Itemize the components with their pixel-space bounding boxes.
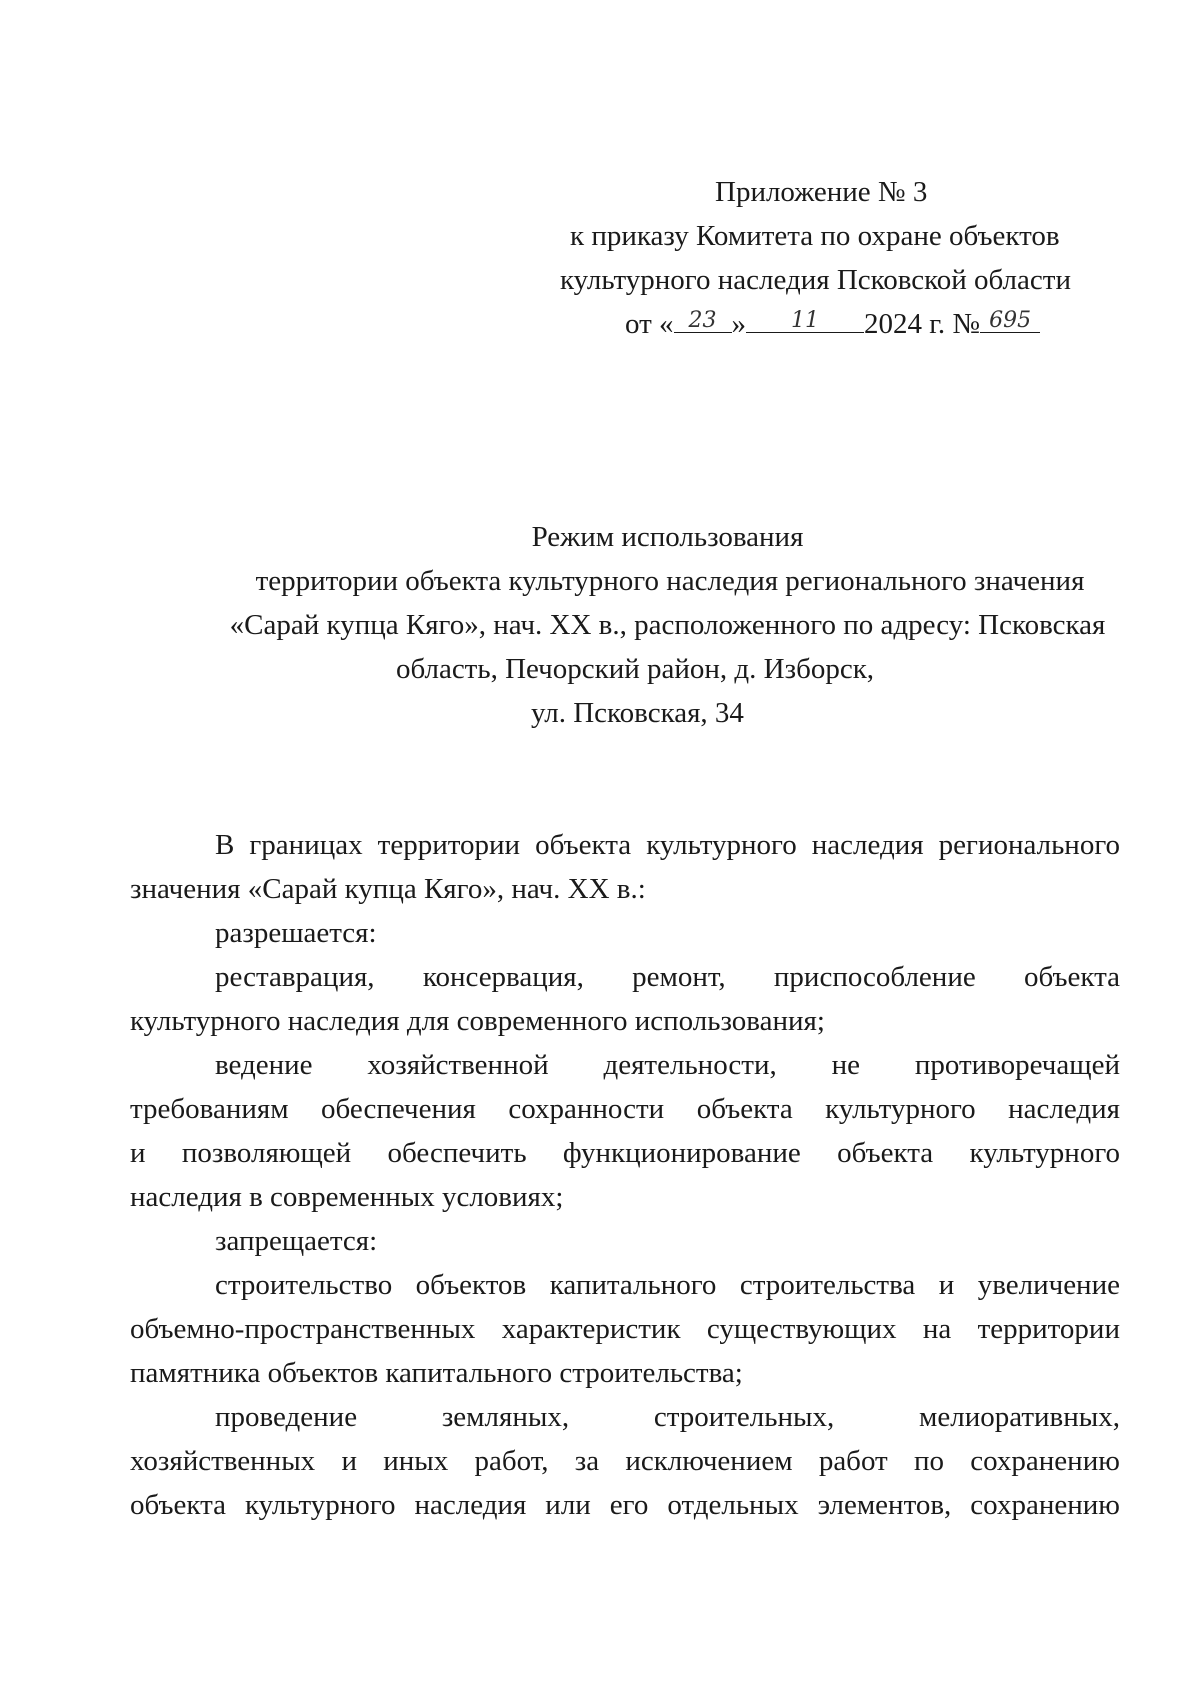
body-line: наследия в современных условиях; [130,1181,564,1213]
word: иных [383,1445,449,1477]
forbidden-heading: запрещается: [215,1225,378,1257]
word: работ, [474,1445,549,1477]
word: объекта [1023,961,1120,993]
word: приспособление [773,961,976,993]
body-line [130,823,1120,867]
word: и [130,1137,146,1169]
body-line [130,1043,1120,1087]
word: земляных, [441,1401,570,1433]
word: работ [818,1445,888,1477]
word: хозяйственной [367,1049,549,1081]
word: отдельных [667,1489,799,1521]
word: наследия [414,1489,527,1521]
word: сохранению [970,1445,1120,1477]
word: наследия [1008,1093,1120,1125]
word: культурного [825,1093,976,1125]
word: и [341,1445,357,1477]
body-line [130,1483,1120,1527]
word: объекта [535,829,632,861]
word: или [545,1489,591,1521]
appendix-authority: культурного наследия Псковской области [560,264,1071,296]
appendix-order-reference: к приказу Комитета по охране объектов [570,220,1060,252]
date-month-field [746,302,864,333]
word: территории [977,1313,1120,1345]
word: увеличение [977,1269,1120,1301]
body-line [130,955,1120,999]
word: наследия [811,829,924,861]
word: обеспечения [321,1093,476,1125]
word: строительство [215,1269,393,1301]
word: сохранению [970,1489,1120,1521]
body-line [130,1307,1120,1351]
word: объемно-пространственных [130,1313,476,1345]
title-line: область, Печорский район, д. Изборск, [395,653,875,685]
title-line: Режим использования [531,521,804,553]
body-line [130,1395,1120,1439]
body-line [130,1263,1120,1307]
appendix-header [560,170,1120,346]
appendix-date-line [560,302,1120,346]
title-line: территории объекта культурного наследия регионального значения [255,565,1085,597]
word: противоречащей [914,1049,1120,1081]
order-number-field [980,302,1040,333]
word: проведение [215,1401,358,1433]
word: позволяющей [181,1137,352,1169]
word: консервация, [422,961,584,993]
word: объекта [130,1489,227,1521]
order-number-handwritten: 695 [989,308,1032,333]
word: исключением [625,1445,793,1477]
word: В [215,829,235,861]
allowed-heading: разрешается: [215,917,377,949]
word: элементов, [817,1489,952,1521]
date-prefix: от « [625,308,674,340]
word: мелиоративных, [919,1401,1120,1433]
word: функционирование [562,1137,801,1169]
word: требованиям [130,1093,289,1125]
word: объекта [837,1137,934,1169]
body-line [130,1087,1120,1131]
word: его [609,1489,649,1521]
date-mid: » [731,308,747,340]
word: культурного [646,829,797,861]
word: территории [377,829,521,861]
word: границах [249,829,363,861]
word: хозяйственных [130,1445,316,1477]
word: на [922,1313,952,1345]
appendix-number: Приложение № 3 [715,176,928,208]
word: существующих [706,1313,897,1345]
word: строительных, [653,1401,835,1433]
word: не [831,1049,860,1081]
body-line: значения «Сарай купца Кяго», нач. XX в.: [130,873,646,905]
date-month-handwritten: 11 [791,308,820,333]
word: характеристик [501,1313,681,1345]
title-line: «Сарай купца Кяго», нач. XX в., расположенного по адресу: Псковская [229,609,1106,641]
word: объекта [696,1093,793,1125]
word: регионального [938,829,1120,861]
title-line: ул. Псковская, 34 [531,697,744,729]
word: культурного [245,1489,396,1521]
word: реставрация, [215,961,375,993]
word: и [938,1269,955,1301]
word: по [913,1445,945,1477]
document-title [120,515,1120,735]
word: объектов [415,1269,527,1301]
body-line: памятника объектов капитального строительства; [130,1357,743,1389]
word: деятельности, [603,1049,777,1081]
document-body [130,823,1120,1527]
body-line: культурного наследия для современного использования; [130,1005,825,1037]
word: ведение [215,1049,313,1081]
body-line [130,1439,1120,1483]
word: за [574,1445,600,1477]
date-day-field [674,302,732,333]
word: строительства [739,1269,916,1301]
word: капитального [549,1269,717,1301]
date-day-handwritten: 23 [688,308,717,333]
body-line [130,1131,1120,1175]
word: обеспечить [387,1137,527,1169]
word: сохранности [508,1093,665,1125]
word: ремонт, [632,961,726,993]
date-year: 2024 г. № [864,308,981,340]
word: культурного [969,1137,1120,1169]
